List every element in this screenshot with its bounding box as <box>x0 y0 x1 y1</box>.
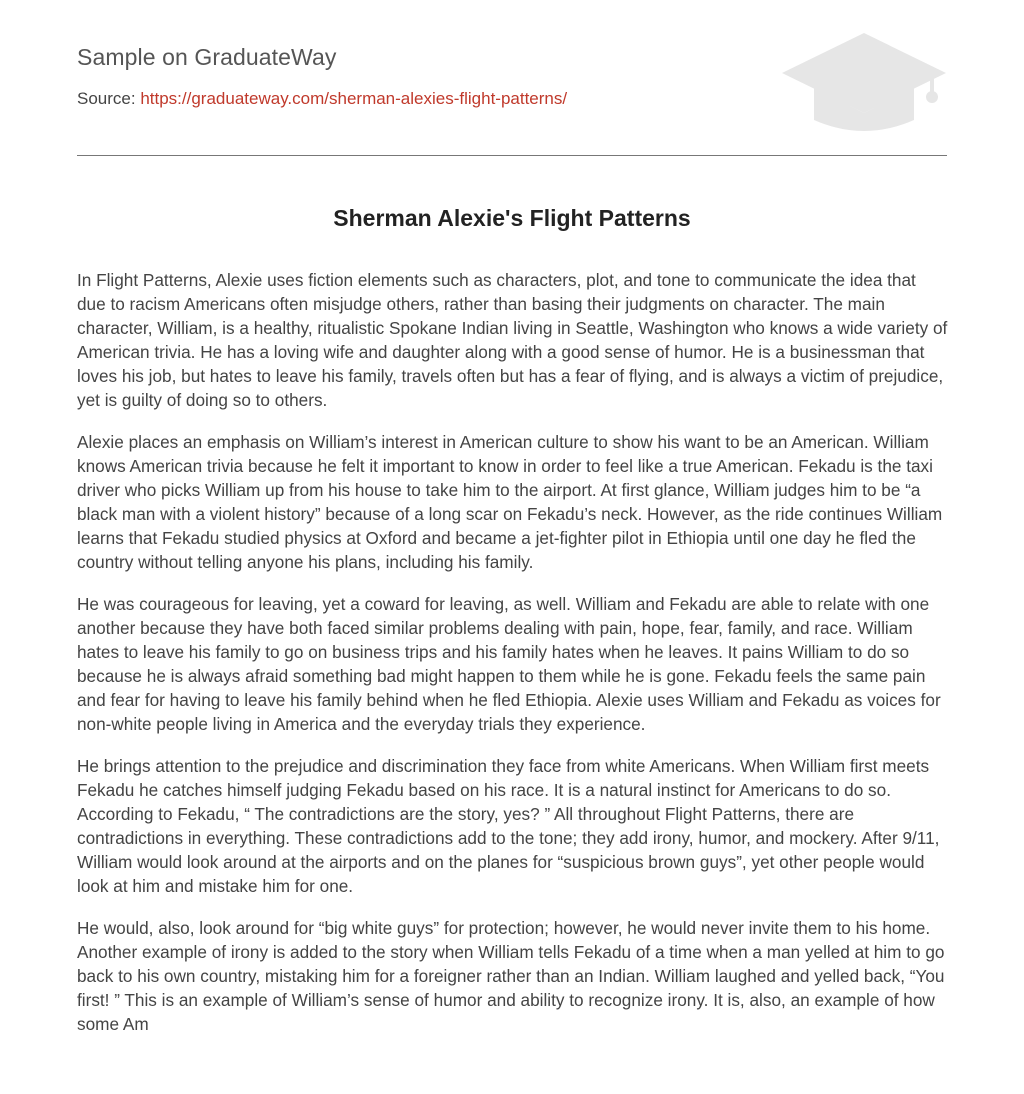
source-link[interactable]: https://graduateway.com/sherman-alexies-flight-patterns/ <box>140 89 568 108</box>
essay-paragraph: He would, also, look around for “big white guys” for protection; however, he would never invite them to his home. Another example of irony is added to the story when William tells Fekadu of a time when a man yelled at him to go back to his own country, mistaking him for a foreigner rather than an Indian. William laughed and yelled back, “You first! ” This is an example of William’s sense of humor and ability to recognize irony. It is, also, an example of how some Am <box>77 918 945 1034</box>
site-title: Sample on GraduateWay <box>77 44 337 70</box>
essay-paragraph: He brings attention to the prejudice and discrimination they face from white Americans. When William first meets Fekadu he catches himself judging Fekadu based on his race. It is a natural instinct for Americans to do so. According to Fekadu, “ The contradictions are the story, yes? ” All throughout Flight Patterns, there are contradictions in everything. These contradictions add to the tone; they add irony, humor, and mockery. After 9/11, William would look around at the airports and on the planes for “suspicious brown guys”, yet other people would look at him and mistake him for one. <box>77 756 940 896</box>
essay-paragraph: He was courageous for leaving, yet a coward for leaving, as well. William and Fekadu are able to relate with one another because they have both faced similar problems dealing with pain, hope, fear, family, and race. William hates to leave his family to go on business trips and his family hates when he leaves. It pains William to do so because he is always afraid something bad might happen to them while he is gone. Fekadu feels the same pain and fear for having to leave his family behind when he fled Ethiopia. Alexie uses William and Fekadu as voices for non-white people living in America and the everyday trials they experience. <box>77 594 941 734</box>
source-label: Source: <box>77 89 136 108</box>
essay-title: Sherman Alexie's Flight Patterns <box>333 205 691 231</box>
cap-board <box>782 33 946 113</box>
source-line <box>77 89 567 109</box>
header-divider <box>77 155 947 156</box>
cap-tassel <box>926 91 938 103</box>
essay-paragraph: Alexie places an emphasis on William’s interest in American culture to show his want to be an American. William knows American trivia because he felt it important to know in order to feel like a true American. Fekadu is the taxi driver who picks William up from his house to take him to the airport. At first glance, William judges him to be “a black man with a violent history” because of a long scar on Fekadu’s neck. However, as the ride continues William learns that Fekadu studied physics at Oxford and became a jet-fighter pilot in Ethiopia until one day he fled the country without telling anyone his plans, including his family. <box>77 432 943 572</box>
essay-body <box>77 268 949 1054</box>
page-header <box>77 0 947 156</box>
essay-paragraph: In Flight Patterns, Alexie uses fiction elements such as characters, plot, and tone to communicate the idea that due to racism Americans often misjudge others, rather than basing their judgments on character. The main character, William, is a healthy, ritualistic Spokane Indian living in Seattle, Washington who knows a wide variety of American trivia. He has a loving wife and daughter along with a good sense of humor. He is a businessman that loves his job, but hates to leave his family, travels often but has a fear of flying, and is always a victim of prejudice, yet is guilty of doing so to others. <box>77 270 948 410</box>
graduation-cap-icon <box>780 30 948 134</box>
